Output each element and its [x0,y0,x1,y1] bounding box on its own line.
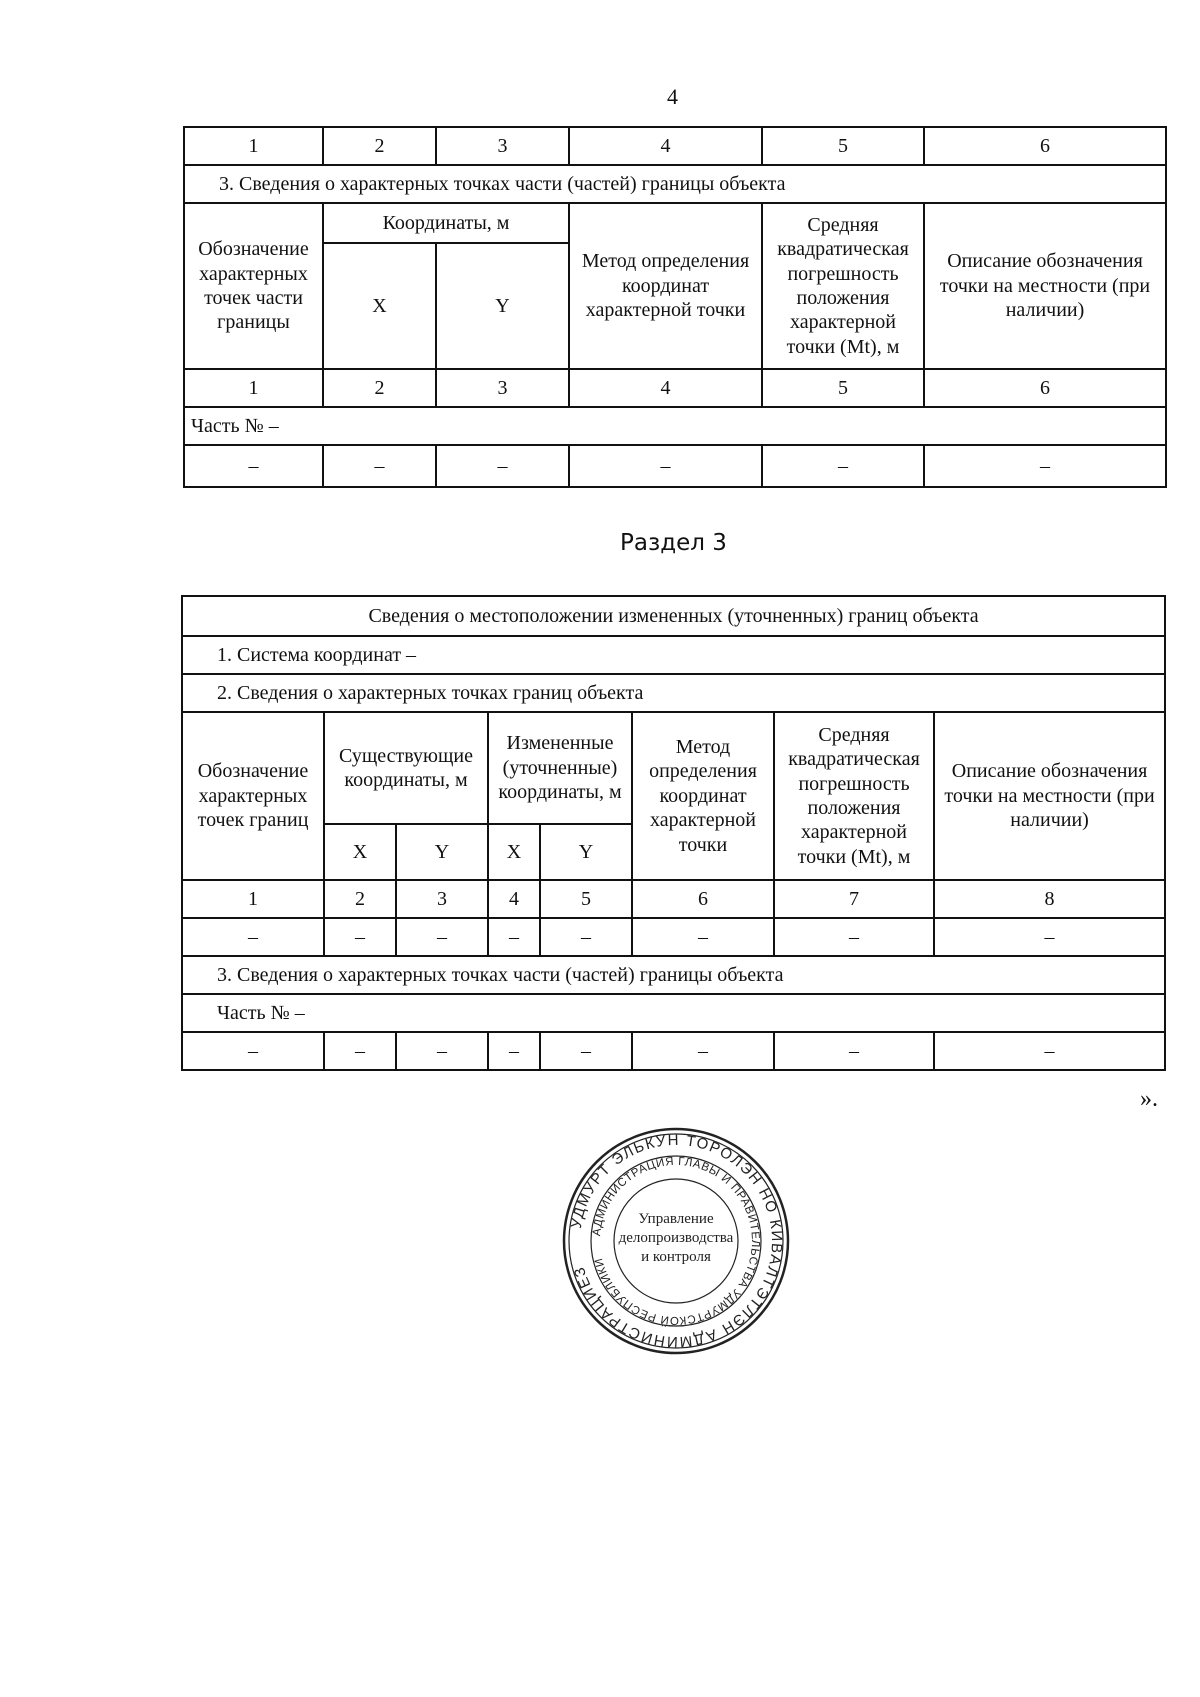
header-changed-coordinates: Измененные (уточненные) координаты, м [488,712,632,824]
column-number: 2 [324,880,396,918]
section-heading: 3. Сведения о характерных точках части (частей) границы объекта [184,165,1166,203]
header-x-changed: X [488,824,540,880]
header-x: X [323,243,436,369]
table-row [184,445,1166,487]
dash-cell: – [774,918,934,956]
coordinate-system: 1. Система координат – [182,636,1165,674]
changed-boundaries-table [181,595,1166,1071]
table-row [182,994,1165,1032]
seal-outer-text: УДМУРТ ЭЛЬКУН ТОРОЛЭН НО КИВАЛТЭТЛЭН АДМИНИСТРАЦИЕЗ [567,1131,786,1351]
column-number: 5 [762,127,924,165]
table-row [182,1032,1165,1070]
column-number: 3 [436,127,569,165]
official-seal [560,1125,792,1357]
column-number: 3 [396,880,488,918]
seal-line: Управление [638,1211,714,1227]
dash-cell: – [324,1032,396,1070]
table-row [184,165,1166,203]
column-number: 4 [569,369,762,407]
column-number: 5 [540,880,632,918]
dash-cell: – [436,445,569,487]
table-title: Сведения о местоположении измененных (уточненных) границ объекта [182,596,1165,636]
column-number: 5 [762,369,924,407]
column-number: 8 [934,880,1165,918]
dash-cell: – [762,445,924,487]
dash-cell: – [488,918,540,956]
dash-cell: – [396,918,488,956]
dash-cell: – [774,1032,934,1070]
closing-quote: ». [1140,1086,1158,1112]
dash-cell: – [324,918,396,956]
header-existing-coordinates: Существующие координаты, м [324,712,488,824]
dash-cell: – [184,445,323,487]
column-number: 7 [774,880,934,918]
dash-cell: – [323,445,436,487]
header-designation: Обозначение характерных точек границ [182,712,324,880]
header-y-existing: Y [396,824,488,880]
seal-center-text [560,1210,792,1267]
part-label: Часть № – [182,994,1165,1032]
column-number: 6 [924,127,1166,165]
header-description: Описание обозначения точки на местности (при наличии) [934,712,1165,880]
header-error: Средняя квадратическая погрешность положения характерной точки (Mt), м [774,712,934,880]
table-row [182,712,1165,824]
dash-cell: – [569,445,762,487]
column-number: 6 [924,369,1166,407]
dash-cell: – [934,1032,1165,1070]
page-number: 4 [667,84,678,109]
dash-cell: – [632,918,774,956]
dash-cell: – [182,1032,324,1070]
dash-cell: – [488,1032,540,1070]
seal-inner-text: АДМИНИСТРАЦИЯ ГЛАВЫ И ПРАВИТЕЛЬСТВА УДМУРТСКОЙ РЕСПУБЛИКИ [591,1155,762,1327]
parts-heading: 3. Сведения о характерных точках части (частей) границы объекта [182,956,1165,994]
table-row [184,407,1166,445]
column-number: 3 [436,369,569,407]
points-heading: 2. Сведения о характерных точках границ объекта [182,674,1165,712]
seal-line: и контроля [641,1249,711,1265]
table-row [182,918,1165,956]
table-row [184,369,1166,407]
table-row [182,674,1165,712]
table-row [182,596,1165,636]
table-row [182,636,1165,674]
column-number: 2 [323,369,436,407]
header-x-existing: X [324,824,396,880]
dash-cell: – [396,1032,488,1070]
column-number: 1 [184,127,323,165]
column-number: 1 [184,369,323,407]
dash-cell: – [632,1032,774,1070]
section-title: Раздел 3 [620,530,727,556]
header-method: Метод определения координат характерной точки [632,712,774,880]
table-row [184,203,1166,243]
part-label: Часть № – [184,407,1166,445]
column-number: 4 [488,880,540,918]
header-y-changed: Y [540,824,632,880]
part-points-table-continued [183,126,1167,488]
header-y: Y [436,243,569,369]
header-coordinates: Координаты, м [323,203,569,243]
dash-cell: – [924,445,1166,487]
dash-cell: – [540,1032,632,1070]
header-error: Средняя квадратическая погрешность положения характерной точки (Mt), м [762,203,924,369]
header-designation: Обозначение характерных точек части границы [184,203,323,369]
table-row [184,127,1166,165]
column-number: 1 [182,880,324,918]
dash-cell: – [540,918,632,956]
table-row [182,880,1165,918]
column-number: 2 [323,127,436,165]
dash-cell: – [934,918,1165,956]
column-number: 4 [569,127,762,165]
column-number: 6 [632,880,774,918]
table-row [182,956,1165,994]
header-method: Метод определения координат характерной точки [569,203,762,369]
dash-cell: – [182,918,324,956]
seal-line: делопроизводства [618,1230,734,1246]
header-description: Описание обозначения точки на местности (при наличии) [924,203,1166,369]
